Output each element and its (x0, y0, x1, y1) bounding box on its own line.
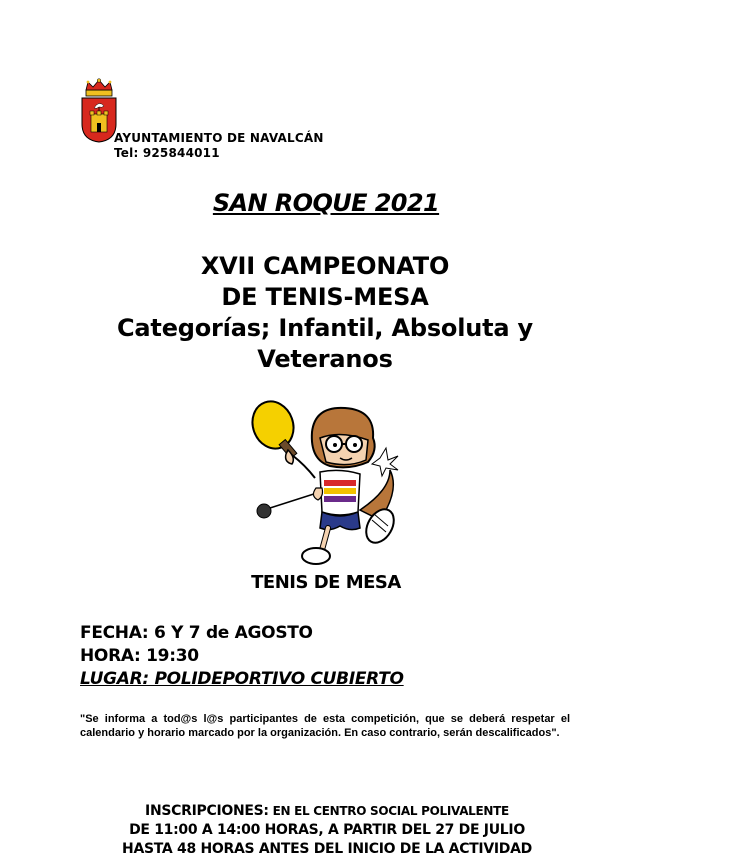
inscriptions-line-1 (80, 802, 574, 821)
championship-line-1: XVII CAMPEONATO (200, 252, 450, 280)
illustration-caption: TENIS DE MESA (251, 572, 401, 593)
championship-title (60, 251, 590, 375)
inscriptions-block (80, 802, 574, 859)
championship-line-2: DE TENIS-MESA (221, 283, 429, 311)
event-title: SAN ROQUE 2021 (212, 189, 440, 217)
event-venue: LUGAR: POLIDEPORTIVO CUBIERTO (80, 669, 404, 689)
organization-phone: Tel: 925844011 (114, 146, 220, 160)
inscriptions-label: INSCRIPCIONES: (145, 803, 269, 819)
organization-name: AYUNTAMIENTO DE NAVALCÁN (114, 131, 324, 145)
inscriptions-deadline: HASTA 48 HORAS ANTES DEL INICIO DE LA ACTIVIDAD (122, 841, 532, 857)
organization-header (114, 131, 324, 161)
inscriptions-place: EN EL CENTRO SOCIAL POLIVALENTE (268, 804, 509, 818)
participants-notice: "Se informa a tod@s l@s participantes de esta competición, que se deberá respetar el calendario y horario marcado por la organización. En caso contrario, serán descalificados". (80, 713, 570, 739)
event-details (80, 622, 404, 691)
event-time: HORA: 19:30 (80, 646, 199, 666)
championship-line-3: Categorías; Infantil, Absoluta y (117, 314, 533, 342)
inscriptions-hours: DE 11:00 A 14:00 HORAS, A PARTIR DEL 27 DE JULIO (129, 822, 525, 838)
event-date: FECHA: 6 Y 7 de AGOSTO (80, 623, 313, 643)
municipal-crest-icon (80, 78, 118, 144)
table-tennis-mascot-icon (240, 400, 410, 572)
championship-line-4: Veteranos (257, 345, 393, 373)
